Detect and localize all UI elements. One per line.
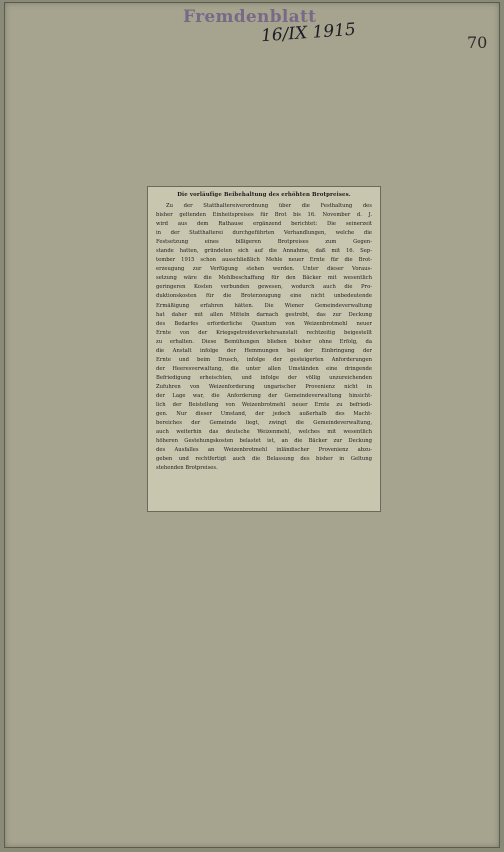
clipping-line: lich der Beistellung von Weizenbrotmehl neuer Ernte zu befriedi- <box>156 402 372 409</box>
handwritten-date: 16/IX 1915 <box>260 19 357 47</box>
clipping-line: Zu der Statthaltereiverordnung über die Festhaltung des <box>166 203 372 209</box>
clipping-line: duktionskosten für die Broterzeugung eine nicht unbedeutende <box>156 293 372 300</box>
clipping-line: auch weiterhin das deutsche Weizenmehl, welches mit wesentlich <box>156 429 372 436</box>
clipping-line: Ermäßigung erfahren hätten. Die Wiener Gemeindeverwaltung <box>156 302 372 309</box>
clipping-line: wird aus dem Rathause ergänzend berichtet: Die seinerzeit <box>156 221 372 228</box>
clipping-line: der Heeresverwaltung, die unter allen Umständen eine dringende <box>156 365 372 372</box>
clipping-line: die Anstalt infolge der Hemmungen bei der Einbringung der <box>156 347 372 354</box>
clipping-line: bereiches der Gemeinde liegt, zwingt die Gemeindeverwaltung, <box>156 420 372 427</box>
clipping-line: Ernte und beim Drusch, infolge der gesteigerten Anforderungen <box>156 356 372 363</box>
clipping-line: höheren Gestehungskosten belastet ist, an die Bäcker zur Deckung <box>156 438 372 445</box>
clipping-line: Befriedigung erheischten, und infolge der völlig unzureichenden <box>156 374 372 381</box>
clipping-line: setzung wäre die Mehlbeschaffung für den Bäcker mit wesentlich <box>156 275 372 282</box>
clipping-line: hat daher mit allen Mitteln darnach gestrebt, das zur Deckung <box>156 311 372 318</box>
clipping-line: in der Statthalterei durchgeführten Verhandlungen, welche die <box>156 230 372 237</box>
clipping-line: des Bedarfes erforderliche Quantum von Weizenbrotmehl neuer <box>156 320 372 327</box>
clipping-body <box>156 202 372 473</box>
clipping-line: stehenden Brotpreises. <box>156 465 218 472</box>
clipping-line: gen. Nur dieser Umstand, der jedoch außerhalb des Macht- <box>156 411 372 418</box>
clipping-line: Zufuhren von Weizenforderung ungarischer Provenienz nicht in <box>156 383 372 390</box>
clipping-line: zu erhalten. Diese Bemühungen blieben bisher ohne Erfolg, da <box>156 338 372 345</box>
page-number: 70 <box>467 33 488 52</box>
clipping-line: bisher geltenden Einheitspreises für Brot bis 16. November d. J. <box>156 212 372 219</box>
clipping-line: Festsetzung eines billigeren Brotpreises zum Gegen- <box>156 239 372 246</box>
newspaper-clipping <box>147 186 381 512</box>
clipping-line: geringeren Kosten verbunden gewesen, wodurch auch die Pro- <box>156 284 372 291</box>
clipping-line: erzeugung zur Verfügung stehen werden. Unter dieser Voraus- <box>156 266 372 273</box>
clipping-line: der Lage war, die Anforderung der Gemeindeverwaltung hinsicht- <box>156 392 372 399</box>
newspaper-stamp: Fremdenblatt <box>183 7 317 27</box>
clipping-line: tember 1915 schon ausschließlich Mehle neuer Ernte für die Brot- <box>156 257 372 264</box>
clipping-line: stande hatten, gründeten sich auf die Annahme, daß mit 16. Sep- <box>156 248 372 255</box>
clipping-title: Die vorläufige Beibehaltung des erhöhten Brotpreises. <box>177 192 351 198</box>
document-page <box>4 2 500 848</box>
clipping-line: geben und rechtfertigt auch die Belassung des bisher in Geltung <box>156 456 372 463</box>
clipping-line: des Ausfalles an Weizenbrotmehl inländischer Provenienz abzu- <box>156 447 372 454</box>
clipping-line: Ernte von der Kriegsgetreideverkehrsanstalt rechtzeitig beigestellt <box>156 329 372 336</box>
